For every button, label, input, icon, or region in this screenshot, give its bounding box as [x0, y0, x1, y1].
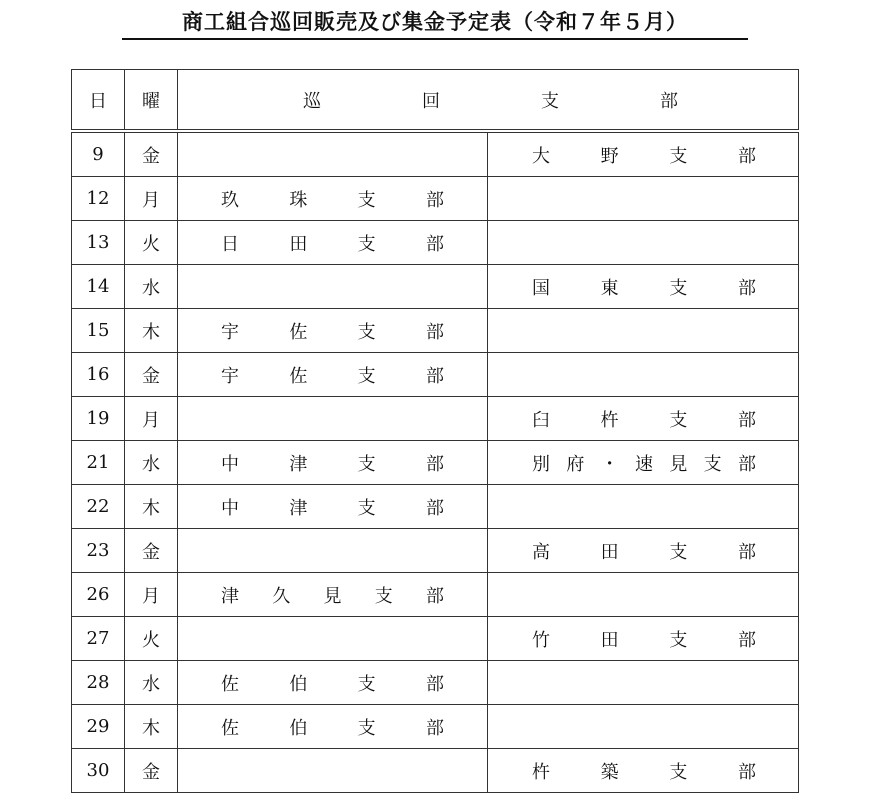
branch-name-char: 府 — [566, 453, 585, 475]
branch-name-char: 見 — [323, 585, 342, 607]
left-route-cell — [178, 441, 488, 485]
day-cell: 15 — [72, 309, 125, 353]
right-route-cell — [488, 131, 799, 177]
day-cell: 23 — [72, 529, 125, 573]
branch-name-char: 珠 — [289, 189, 308, 211]
branch-name-char: 杵 — [600, 409, 619, 431]
branch-name-char: 日 — [221, 233, 239, 255]
branch-name-char: 佐 — [289, 321, 308, 343]
branch-name-char: 支 — [669, 145, 688, 167]
branch-name — [178, 450, 487, 476]
branch-name-char: 田 — [600, 629, 619, 651]
day-cell: 28 — [72, 661, 125, 705]
day-cell: 22 — [72, 485, 125, 529]
branch-name-char: 支 — [669, 277, 688, 299]
day-cell: 19 — [72, 397, 125, 441]
branch-name-char: 部 — [425, 233, 444, 255]
weekday-cell: 水 — [125, 441, 178, 485]
header-route-text — [178, 87, 798, 113]
table-row — [72, 529, 799, 573]
branch-name-char: 佐 — [289, 365, 308, 387]
branch-name-char: 部 — [737, 761, 756, 783]
left-route-cell — [178, 221, 488, 265]
weekday-cell: 火 — [125, 617, 178, 661]
branch-name-char: 東 — [600, 277, 619, 299]
branch-name-char: 支 — [669, 541, 688, 563]
left-route-cell — [178, 131, 488, 177]
right-route-cell — [488, 617, 799, 661]
day-cell: 9 — [72, 131, 125, 177]
weekday-cell: 金 — [125, 131, 178, 177]
branch-name-char: 部 — [737, 145, 756, 167]
branch-name-char: 速 — [634, 453, 653, 475]
branch-name-char: 支 — [357, 673, 376, 695]
branch-name — [178, 186, 487, 212]
branch-name — [178, 714, 487, 740]
left-route-cell — [178, 749, 488, 793]
header-day: 日 — [72, 70, 125, 132]
branch-name-char: 支 — [669, 629, 688, 651]
branch-name-char: 支 — [357, 189, 376, 211]
header-route-char: 巡 — [303, 90, 321, 112]
day-cell: 13 — [72, 221, 125, 265]
right-route-cell — [488, 353, 799, 397]
branch-name-char: 田 — [289, 233, 308, 255]
branch-name — [488, 626, 798, 652]
day-cell: 21 — [72, 441, 125, 485]
left-route-cell — [178, 265, 488, 309]
table-header-row — [72, 70, 799, 132]
left-route-cell — [178, 177, 488, 221]
branch-name-char: 臼 — [532, 409, 550, 431]
left-route-cell — [178, 705, 488, 749]
weekday-cell: 火 — [125, 221, 178, 265]
branch-name-char: 部 — [425, 497, 444, 519]
branch-name — [488, 274, 798, 300]
weekday-cell: 月 — [125, 573, 178, 617]
weekday-cell: 木 — [125, 309, 178, 353]
right-route-cell — [488, 749, 799, 793]
branch-name-char: 玖 — [221, 189, 239, 211]
branch-name-char: 部 — [425, 717, 444, 739]
table-row — [72, 309, 799, 353]
branch-name — [488, 758, 798, 784]
header-route-char: 支 — [541, 90, 559, 112]
branch-name — [488, 538, 798, 564]
branch-name-char: 支 — [669, 409, 688, 431]
table-row — [72, 221, 799, 265]
branch-name-char: 国 — [532, 277, 550, 299]
branch-name — [488, 142, 798, 168]
header-route-char: 回 — [422, 90, 440, 112]
branch-name-char: 見 — [669, 453, 688, 475]
branch-name-char: 支 — [703, 453, 722, 475]
branch-name-char: 部 — [425, 453, 444, 475]
left-route-cell — [178, 529, 488, 573]
day-cell: 26 — [72, 573, 125, 617]
right-route-cell — [488, 661, 799, 705]
right-route-cell — [488, 485, 799, 529]
weekday-cell: 月 — [125, 177, 178, 221]
page-title: 商工組合巡回販売及び集金予定表（令和７年５月） — [182, 10, 688, 34]
branch-name-char: 佐 — [221, 673, 239, 695]
branch-name-char: 宇 — [221, 365, 239, 387]
header-weekday: 曜 — [125, 70, 178, 132]
left-route-cell — [178, 617, 488, 661]
table-row — [72, 749, 799, 793]
weekday-cell: 木 — [125, 485, 178, 529]
branch-name-char: 田 — [600, 541, 619, 563]
branch-name-char: 部 — [425, 189, 444, 211]
branch-name-char: 支 — [357, 321, 376, 343]
table-row — [72, 485, 799, 529]
branch-name — [178, 230, 487, 256]
branch-name-char: 部 — [737, 277, 756, 299]
right-route-cell — [488, 573, 799, 617]
day-cell: 27 — [72, 617, 125, 661]
weekday-cell: 木 — [125, 705, 178, 749]
table-row — [72, 617, 799, 661]
weekday-cell: 金 — [125, 529, 178, 573]
right-route-cell — [488, 397, 799, 441]
branch-name-char: 津 — [221, 585, 239, 607]
left-route-cell — [178, 397, 488, 441]
weekday-cell: 金 — [125, 353, 178, 397]
branch-name — [178, 582, 487, 608]
day-cell: 30 — [72, 749, 125, 793]
branch-name-char: 津 — [289, 497, 308, 519]
right-route-cell — [488, 265, 799, 309]
right-route-cell — [488, 221, 799, 265]
title-underline — [122, 38, 748, 40]
branch-name-char: 伯 — [289, 673, 308, 695]
branch-name-char: 部 — [737, 541, 756, 563]
weekday-cell: 金 — [125, 749, 178, 793]
branch-name-char: ・ — [600, 453, 619, 475]
left-route-cell — [178, 309, 488, 353]
branch-name-char: 高 — [532, 541, 550, 563]
branch-name-char: 支 — [357, 453, 376, 475]
header-route-char: 部 — [660, 90, 678, 112]
left-route-cell — [178, 573, 488, 617]
branch-name-char: 部 — [425, 365, 444, 387]
branch-name-char: 支 — [357, 233, 376, 255]
table-row — [72, 397, 799, 441]
branch-name-char: 部 — [425, 673, 444, 695]
branch-name-char: 竹 — [532, 629, 550, 651]
branch-name-char: 津 — [289, 453, 308, 475]
branch-name — [488, 406, 798, 432]
schedule-table — [71, 69, 799, 793]
weekday-cell: 水 — [125, 265, 178, 309]
table-row — [72, 441, 799, 485]
branch-name-char: 杵 — [532, 761, 550, 783]
branch-name-char: 別 — [532, 453, 550, 475]
branch-name-char: 部 — [426, 585, 444, 607]
left-route-cell — [178, 353, 488, 397]
branch-name — [488, 450, 798, 476]
branch-name-char: 部 — [737, 629, 756, 651]
branch-name-char: 部 — [737, 453, 756, 475]
table-row — [72, 131, 799, 177]
branch-name-char: 部 — [737, 409, 756, 431]
branch-name — [178, 318, 487, 344]
table-row — [72, 265, 799, 309]
right-route-cell — [488, 705, 799, 749]
day-cell: 29 — [72, 705, 125, 749]
table-row — [72, 177, 799, 221]
day-cell: 16 — [72, 353, 125, 397]
branch-name-char: 支 — [357, 717, 376, 739]
branch-name-char: 野 — [600, 145, 619, 167]
branch-name-char: 久 — [272, 585, 291, 607]
right-route-cell — [488, 529, 799, 573]
table-row — [72, 661, 799, 705]
table-row — [72, 705, 799, 749]
right-route-cell — [488, 177, 799, 221]
weekday-cell: 月 — [125, 397, 178, 441]
branch-name — [178, 494, 487, 520]
day-cell: 12 — [72, 177, 125, 221]
table-row — [72, 353, 799, 397]
branch-name — [178, 670, 487, 696]
branch-name-char: 支 — [374, 585, 393, 607]
branch-name — [178, 362, 487, 388]
left-route-cell — [178, 485, 488, 529]
branch-name-char: 築 — [600, 761, 619, 783]
branch-name-char: 支 — [357, 497, 376, 519]
day-cell: 14 — [72, 265, 125, 309]
header-route — [178, 70, 799, 132]
left-route-cell — [178, 661, 488, 705]
branch-name-char: 中 — [221, 497, 239, 519]
branch-name-char: 支 — [357, 365, 376, 387]
branch-name-char: 大 — [532, 145, 550, 167]
right-route-cell — [488, 309, 799, 353]
branch-name-char: 中 — [221, 453, 239, 475]
right-route-cell — [488, 441, 799, 485]
branch-name-char: 部 — [425, 321, 444, 343]
branch-name-char: 伯 — [289, 717, 308, 739]
branch-name-char: 宇 — [221, 321, 239, 343]
branch-name-char: 佐 — [221, 717, 239, 739]
weekday-cell: 水 — [125, 661, 178, 705]
table-row — [72, 573, 799, 617]
branch-name-char: 支 — [669, 761, 688, 783]
